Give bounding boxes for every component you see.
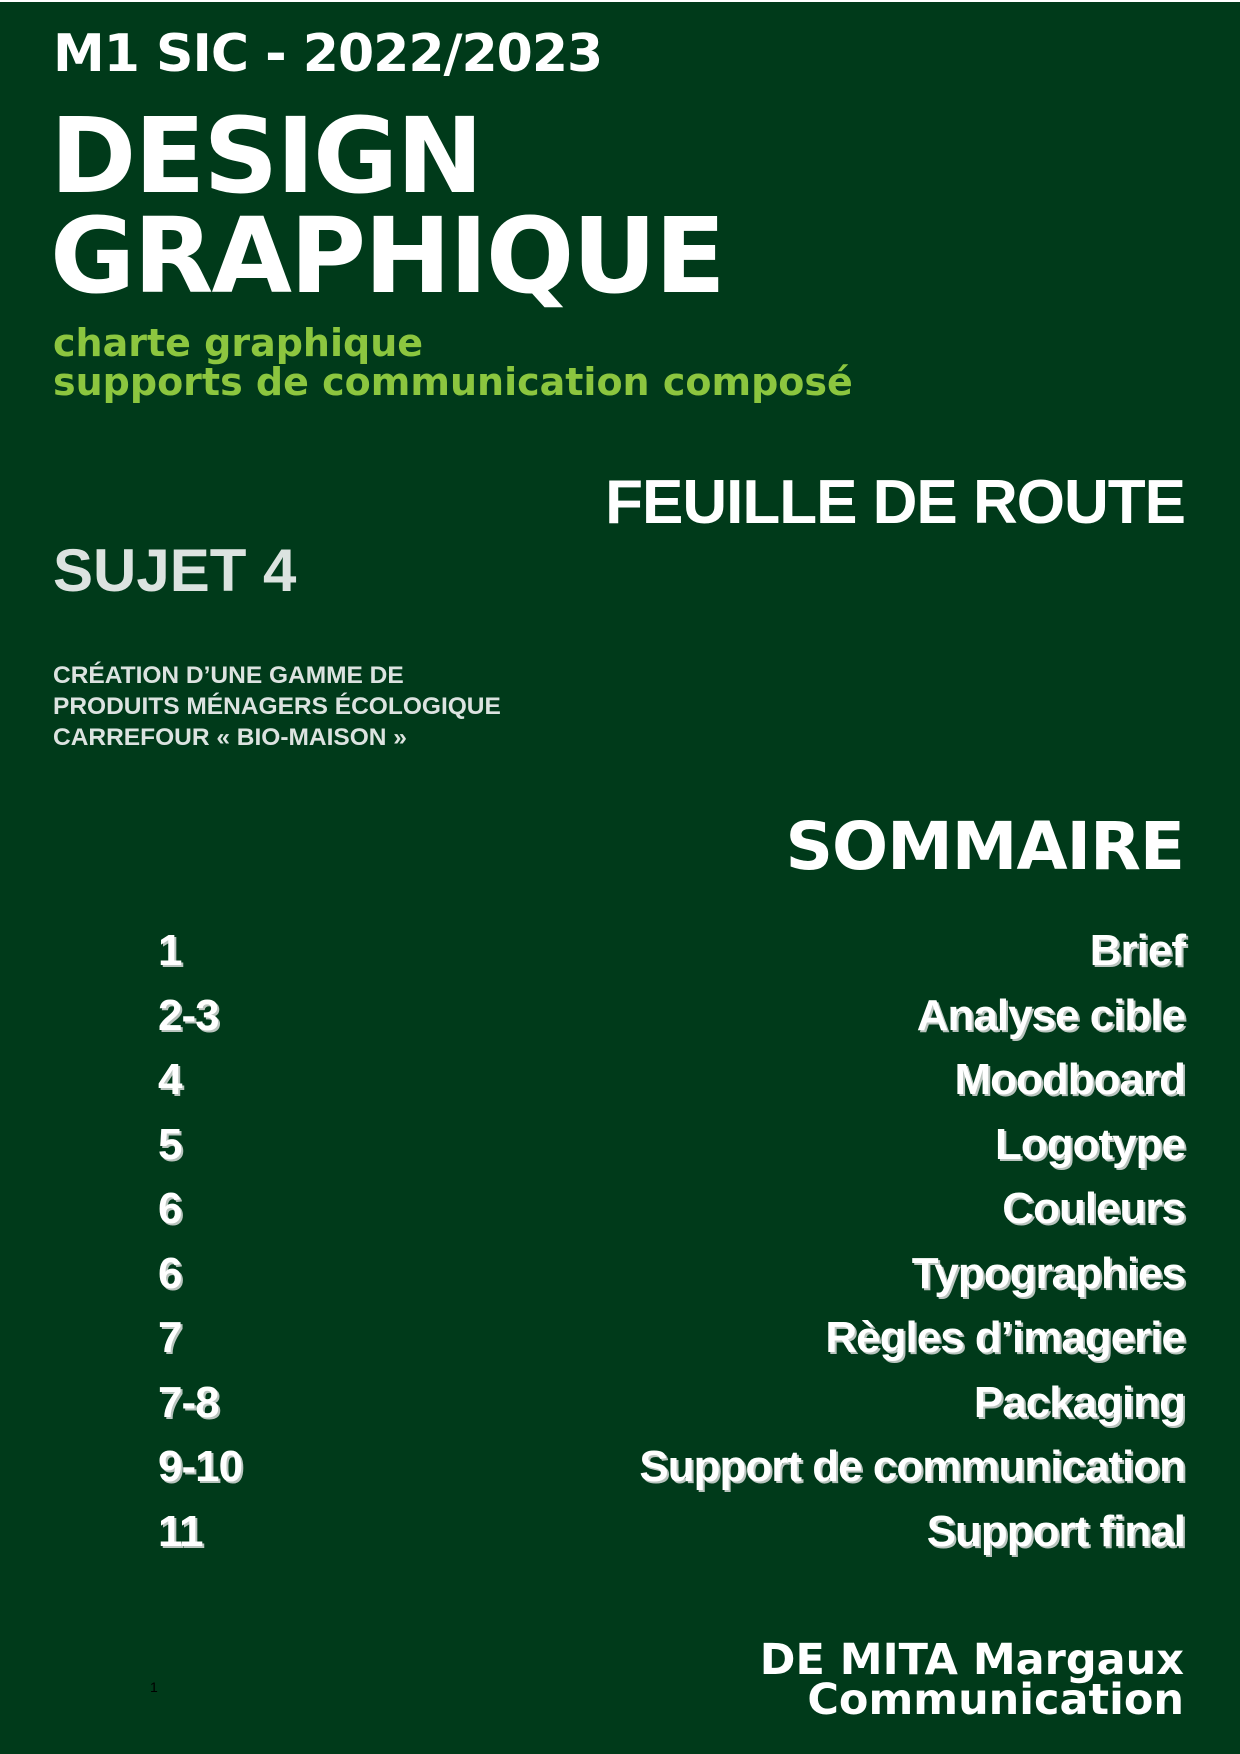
toc-row-packaging xyxy=(158,1374,1185,1439)
toc-entry-label: Règles d’imagerie xyxy=(825,1313,1185,1362)
toc-row-support-communication xyxy=(158,1438,1185,1503)
toc-page-number: 4 xyxy=(158,1055,182,1104)
roadmap-title: FEUILLE DE ROUTE xyxy=(605,468,1185,537)
toc-page-number: 6 xyxy=(158,1248,182,1298)
subject-description-line-2: PRODUITS MÉNAGERS ÉCOLOGIQUE xyxy=(53,693,501,720)
subtitle-line-1: charte graphique xyxy=(53,321,424,365)
toc-row-typographies xyxy=(158,1245,1185,1310)
toc-row-regles-imagerie xyxy=(158,1309,1185,1374)
toc-entry-label: Packaging xyxy=(973,1377,1185,1427)
toc-entry-label: Couleurs xyxy=(1002,1184,1185,1233)
toc-entry-label: Moodboard xyxy=(954,1055,1185,1104)
toc-page-number: 7 xyxy=(158,1313,182,1362)
author-block xyxy=(759,1635,1184,1725)
toc-page-number: 5 xyxy=(158,1119,182,1169)
toc-page-number: 7-8 xyxy=(158,1377,219,1427)
toc-page-number: 2-3 xyxy=(158,990,219,1040)
subject-description-line-3: CARREFOUR « BIO-MAISON » xyxy=(53,724,407,751)
toc-entry-label: Analyse cible xyxy=(916,990,1185,1040)
toc-row-couleurs xyxy=(158,1180,1185,1245)
title-line-2: GRAPHIQUE xyxy=(50,195,724,317)
toc-entry-label: Brief xyxy=(1089,926,1185,975)
toc-page-number: 11 xyxy=(158,1506,203,1556)
table-of-contents xyxy=(158,922,1185,1567)
course-year: M1 SIC - 2022/2023 xyxy=(53,24,603,84)
title-line-1: DESIGN xyxy=(50,95,482,217)
toc-row-brief xyxy=(158,922,1185,987)
page-title xyxy=(50,95,724,317)
toc-entry-label: Logotype xyxy=(995,1119,1185,1169)
toc-page-number: 6 xyxy=(158,1184,182,1233)
toc-row-support-final xyxy=(158,1503,1185,1568)
toc-heading: SOMMAIRE xyxy=(785,808,1184,885)
subject-description-line-1: CRÉATION D’UNE GAMME DE xyxy=(53,662,404,689)
toc-row-moodboard xyxy=(158,1051,1185,1116)
toc-page-number: 9-10 xyxy=(158,1442,243,1491)
subject-label: SUJET 4 xyxy=(53,537,297,604)
author-field: Communication xyxy=(807,1675,1184,1725)
cover-page xyxy=(0,2,1240,1754)
page-number: 1 xyxy=(150,1679,158,1695)
subject-description xyxy=(53,660,501,753)
toc-page-number: 1 xyxy=(158,926,182,975)
toc-row-logotype xyxy=(158,1116,1185,1181)
author-name: DE MITA Margaux xyxy=(759,1635,1184,1685)
toc-entry-label: Support final xyxy=(926,1506,1185,1556)
toc-entry-label: Typographies xyxy=(911,1248,1185,1298)
subtitle xyxy=(53,321,853,404)
subtitle-line-2: supports de communication composé xyxy=(53,360,853,404)
toc-entry-label: Support de communication xyxy=(639,1442,1185,1491)
toc-row-analyse-cible xyxy=(158,987,1185,1052)
